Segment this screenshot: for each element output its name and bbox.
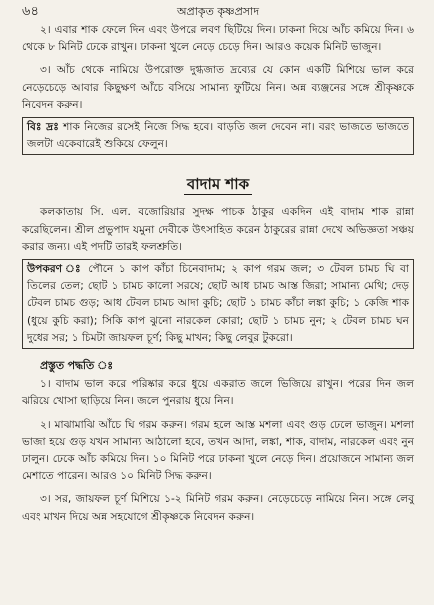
paragraph-step-3: ৩। আঁচ থেকে নামিয়ে উপরোক্ত দুগ্ধজাত দ্রব্যের যে কোন একটি মিশিয়ে ভাল করে নেড়েচেড়ে আবার কিছুক্ষণ আঁচে বসিয়ে সামান্য ফুটিয়ে নিন। অন্ন ব্যঞ্জনের সঙ্গে শ্রীকৃষ্ণকে নিবেদন করুন। — [22, 64, 414, 111]
section-intro: কলকাতায় সি. এল. বজোরিয়ার সুদক্ষ পাচক ঠাকুর একদিন এই বাদাম শাক রান্না করেছিলেন। শ্রীল প্রভুপাদ যমুনা দেবীকে উৎসাহিত করেন ঠাকুরের রান্না দেখে অভিজ্ঞতা সঞ্চয় করার জন্য। এই পদটি তারই ফলশ্রুতি। — [22, 206, 414, 253]
page-number: ৬৪ — [22, 4, 39, 19]
note-box — [22, 117, 414, 155]
ingredients-label: উপকরণ ঃ — [27, 263, 83, 276]
method-step-2: ২। মাঝামাঝি আঁচে ঘি গরম করুন। গরম হলে আস্ত মশলা এবং গুড় ঢেলে ভাজুন। মশলা ভাজা হয়ে গুড় যখন সামান্য আঠালো হবে, তখন আদা, লঙ্কা, শাক, বাদাম, নারকেল এবং নুন ঢালুন। ঢেকে আঁচ কমিয়ে দিন। ১০ মিনিট পরে ঢাকনা খুলে নেড়ে দিন। প্রয়োজনে সামান্য জল মেশাতে পারেন। আরও ১০ মিনিট সিদ্ধ করুন। — [22, 418, 414, 483]
method-step-3: ৩। সর, জায়ফল চূর্ণ মিশিয়ে ১-২ মিনিট গরম করুন। নেড়েচেড়ে নামিয়ে নিন। সঙ্গে লেবু এবং মাখন দিয়ে অন্ন সহযোগে শ্রীকৃষ্ণকে নিবেদন করুন। — [22, 493, 414, 523]
section-title: বাদাম শাক — [22, 173, 414, 198]
method-step-1: ১। বাদাম ভাল করে পরিষ্কার করে ধুয়ে একরাত জলে ভিজিয়ে রাখুন। পরের দিন জল ঝরিয়ে খোসা ছাড়িয়ে নিন। জলে পুনরায় ধুয়ে নিন। — [22, 378, 414, 408]
note-text: শাক নিজের রসেই নিজে সিদ্ধ হবে। বাড়তি জল দেবেন না। বরং ভাজতে ভাজতে জলটা একেবারেই শুকিয়ে ফেলুন। — [27, 121, 410, 151]
method-heading: প্রস্তুত পদ্ধতি ঃ — [40, 359, 113, 373]
page-header — [22, 0, 414, 22]
ingredients-text: পৌনে ১ কাপ কাঁচা চিনেবাদাম; ২ কাপ গরম জল; ৩ টেবল চামচ ঘি বা তিলের তেল; ছোট ১ চামচ কালো সরষে; ছোট আধ চামচ আস্ত জিরা; সামান্য মেথি; দেড় টেবল চামচ গুড়; আধ টেবল চামচ আদা কুচি; ছোট ১ চামচ কাঁচা লঙ্কা কুচি; ১ কেজি শাক (ধুয়ে কুচি করা); সিকি কাপ ঝুনো নারকেল কোরা; ছোট ১ চামচ নুন; ২ টেবল চামচ ঘন দুধের সর; ১ চিমটা জায়ফল চূর্ণ; কিছু মাখন; কিছু লেবুর টুকরো। — [27, 263, 409, 344]
ingredients-box — [22, 259, 414, 349]
note-label: বিঃ দ্রঃ — [27, 121, 59, 134]
paragraph-step-2: ২। এবার শাক ফেলে দিন এবং উপরে লবণ ছিটিয়ে দিন। ঢাকনা দিয়ে আঁচ কমিয়ে দিন। ৬ থেকে ৮ মিনিট ঢেকে রাখুন। ঢাকনা খুলে নেড়ে চেড়ে দিন। আরও কয়েক মিনিট ভাজুন। — [22, 24, 414, 54]
running-head: অপ্রাকৃত কৃষ্ণপ্রসাদ — [176, 5, 260, 18]
